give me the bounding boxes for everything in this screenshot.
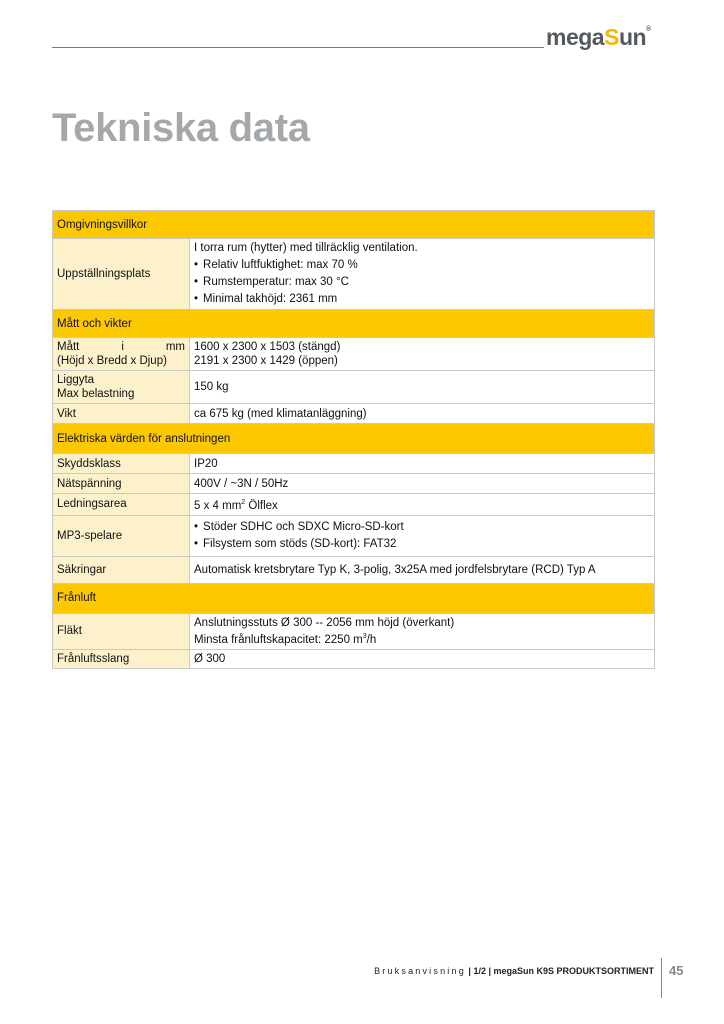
placement-bullet: • Rumstemperatur: max 30 °C — [194, 274, 650, 291]
table-row — [53, 239, 655, 310]
mains-voltage-value: 400V / ~3N / 50Hz — [190, 474, 655, 494]
cable-area-label: Ledningsarea — [53, 494, 190, 516]
section-row — [53, 211, 655, 239]
table-row — [53, 613, 655, 649]
table-row — [53, 371, 655, 404]
lying-area-value: 150 kg — [190, 371, 655, 404]
section-environment: Omgivningsvillkor — [53, 211, 655, 239]
weight-value: ca 675 kg (med klimatanläggning) — [190, 404, 655, 424]
table-row — [53, 556, 655, 583]
fuses-value: Automatisk kretsbrytare Typ K, 3-polig, 3x25A med jordfelsbrytare (RCD) Typ A — [190, 556, 655, 583]
placement-bullet: • Relativ luftfuktighet: max 70 % — [194, 257, 650, 274]
placement-label: Uppställningsplats — [53, 239, 190, 310]
footer-rule — [661, 958, 662, 998]
placement-bullet: • Minimal takhöjd: 2361 mm — [194, 291, 650, 308]
mp3-bullet: • Stöder SDHC och SDXC Micro-SD-kort — [194, 519, 650, 536]
page-title: Tekniska data — [52, 106, 310, 150]
placement-intro: I torra rum (hytter) med tillräcklig ventilation. — [194, 242, 418, 254]
table-row — [53, 338, 655, 371]
spec-table — [52, 210, 655, 669]
footer-text: Bruksanvisning | 1/2 | megaSun K9S PRODUKTSORTIMENT — [374, 966, 654, 976]
protection-class-label: Skyddsklass — [53, 454, 190, 474]
exhaust-hose-value: Ø 300 — [190, 649, 655, 668]
mp3-bullet: • Filsystem som stöds (SD-kort): FAT32 — [194, 536, 650, 553]
section-row — [53, 583, 655, 613]
table-row — [53, 404, 655, 424]
cable-area-value: 5 x 4 $mm^2$ Ölflex — [190, 494, 655, 516]
table-row — [53, 454, 655, 474]
megasun-logo: megaSun® — [546, 24, 651, 50]
mp3-player-value — [190, 515, 655, 556]
mains-voltage-label: Nätspänning — [53, 474, 190, 494]
table-row — [53, 515, 655, 556]
table-row — [53, 494, 655, 516]
section-row — [53, 310, 655, 338]
dimensions-label: Mått i mm (Höjd x Bredd x Djup) — [53, 338, 190, 371]
placement-value — [190, 239, 655, 310]
mp3-player-label: MP3-spelare — [53, 515, 190, 556]
section-row — [53, 424, 655, 454]
fuses-label: Säkringar — [53, 556, 190, 583]
weight-label: Vikt — [53, 404, 190, 424]
section-exhaust: Frånluft — [53, 583, 655, 613]
section-electrical: Elektriska värden för anslutningen — [53, 424, 655, 454]
fan-value: Anslutningsstuts Ø 300 -- 2056 mm höjd (överkant) Minsta frånluftskapacitet: 2250 $m^3/h$ — [190, 613, 655, 649]
table-row — [53, 474, 655, 494]
header-rule — [52, 47, 544, 48]
section-dimensions: Mått och vikter — [53, 310, 655, 338]
protection-class-value: IP20 — [190, 454, 655, 474]
exhaust-hose-label: Frånluftsslang — [53, 649, 190, 668]
fan-label: Fläkt — [53, 613, 190, 649]
lying-area-label: Liggyta Max belastning — [53, 371, 190, 404]
dimensions-value: 1600 x 2300 x 1503 (stängd) 2191 x 2300 x 1429 (öppen) — [190, 338, 655, 371]
table-row — [53, 649, 655, 668]
page-number: 45 — [669, 963, 684, 978]
